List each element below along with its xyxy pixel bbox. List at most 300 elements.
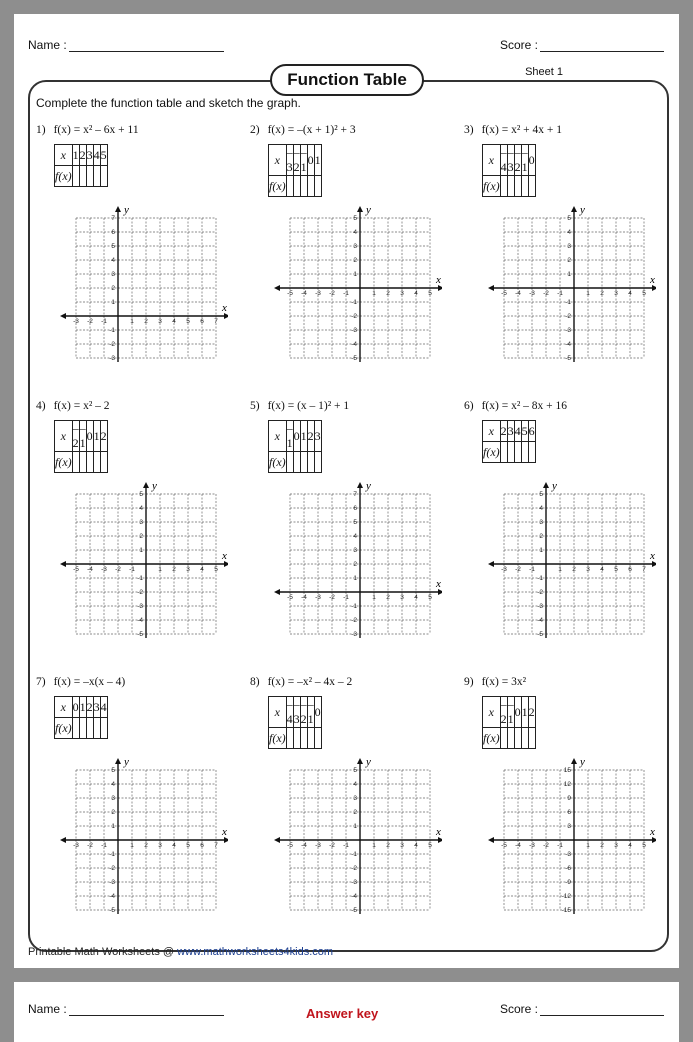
x-tick-label: -5	[501, 290, 507, 297]
x-tick-label: -5	[501, 842, 507, 849]
x-tick-label: -1	[101, 318, 107, 325]
fx-answer-cell[interactable]	[507, 176, 514, 197]
y-tick-label: 2	[111, 285, 115, 292]
x-tick-label: 2	[386, 290, 390, 297]
x-value-cell: –2	[72, 421, 79, 450]
problem-number: 3)	[464, 124, 474, 136]
y-tick-label: -1	[351, 603, 357, 610]
x-tick-label: 2	[386, 842, 390, 849]
x-tick-label: 2	[572, 566, 576, 573]
fx-answer-cell[interactable]	[72, 452, 79, 473]
x-tick-label: 2	[144, 842, 148, 849]
y-tick-label: 4	[139, 505, 143, 512]
fx-answer-cell[interactable]	[500, 442, 507, 463]
problem-number: 8)	[250, 676, 260, 688]
x-tick-label: 7	[642, 566, 646, 573]
x-tick-label: 1	[372, 842, 376, 849]
x-tick-label: -3	[529, 842, 535, 849]
x-tick-label: 1	[130, 842, 134, 849]
x-tick-label: -4	[87, 566, 93, 573]
fx-answer-cell[interactable]	[100, 718, 107, 739]
y-tick-label: -3	[109, 879, 115, 886]
fx-answer-cell[interactable]	[521, 442, 528, 463]
x-arrow-left-icon	[488, 561, 494, 567]
x-header: x	[483, 421, 501, 442]
y-axis-label: y	[552, 480, 557, 492]
fx-answer-cell[interactable]	[528, 442, 535, 463]
x-tick-label: -3	[101, 566, 107, 573]
name-field-2[interactable]	[28, 1002, 224, 1016]
y-tick-label: -4	[351, 893, 357, 900]
y-tick-label: 4	[111, 781, 115, 788]
y-tick-label: -2	[351, 865, 357, 872]
score-field[interactable]	[500, 38, 664, 52]
fx-answer-cell[interactable]	[100, 166, 107, 187]
y-tick-label: -2	[137, 589, 143, 596]
fx-answer-cell[interactable]	[314, 176, 321, 197]
y-tick-label: 5	[139, 491, 143, 498]
fx-answer-cell[interactable]	[300, 452, 307, 473]
x-tick-label: -2	[87, 842, 93, 849]
footer-site-link[interactable]: www.mathworksheets4kids.com	[177, 946, 334, 958]
x-tick-label: 5	[642, 842, 646, 849]
y-tick-label: 3	[139, 519, 143, 526]
x-tick-label: 5	[214, 566, 218, 573]
coordinate-grid[interactable]	[272, 480, 442, 638]
x-axis-label: x	[436, 274, 441, 286]
y-tick-label: 2	[567, 257, 571, 264]
y-tick-label: 3	[353, 547, 357, 554]
problem-function: f(x) = x² – 6x + 11	[53, 124, 139, 136]
y-tick-label: 3	[567, 243, 571, 250]
problem-function: f(x) = x² + 4x + 1	[481, 124, 562, 136]
fx-answer-cell[interactable]	[514, 176, 521, 197]
x-header: x	[55, 697, 73, 718]
fx-header: f(x)	[55, 166, 73, 187]
fx-answer-cell[interactable]	[307, 176, 314, 197]
y-arrow-up-icon	[143, 482, 149, 488]
x-tick-label: 4	[200, 566, 204, 573]
x-tick-label: 4	[628, 842, 632, 849]
y-tick-label: 2	[111, 809, 115, 816]
fx-header: f(x)	[483, 442, 501, 463]
y-tick-label: -2	[351, 617, 357, 624]
x-value-cell: –1	[521, 145, 528, 174]
problem-function: f(x) = (x – 1)² + 1	[267, 400, 350, 412]
fx-answer-cell[interactable]	[86, 166, 93, 187]
y-arrow-up-icon	[115, 206, 121, 212]
fx-answer-cell[interactable]	[293, 452, 300, 473]
y-axis-label: y	[124, 756, 129, 768]
fx-answer-cell[interactable]	[307, 728, 314, 749]
x-tick-label: -4	[301, 594, 307, 601]
x-value-cell: 5	[521, 421, 528, 442]
x-arrow-left-icon	[274, 589, 280, 595]
score-field-2[interactable]	[500, 1002, 664, 1016]
x-tick-label: 4	[414, 290, 418, 297]
y-tick-label: 5	[353, 215, 357, 222]
x-tick-label: 7	[214, 318, 218, 325]
function-table	[268, 144, 322, 197]
y-tick-label: -15	[561, 907, 571, 914]
problem-label	[464, 124, 562, 136]
answer-key-page	[14, 982, 679, 1042]
x-tick-label: 2	[172, 566, 176, 573]
y-tick-label: 1	[353, 823, 357, 830]
function-table	[482, 696, 536, 749]
name-field[interactable]	[28, 38, 224, 52]
x-tick-label: -1	[343, 290, 349, 297]
problem-function: f(x) = x² – 8x + 16	[481, 400, 568, 412]
problem-label	[250, 676, 352, 688]
fx-answer-cell[interactable]	[72, 718, 79, 739]
y-tick-label: -1	[351, 851, 357, 858]
x-tick-label: -5	[287, 594, 293, 601]
problem-number: 2)	[250, 124, 260, 136]
function-table	[268, 696, 322, 749]
x-tick-label: -1	[343, 594, 349, 601]
y-arrow-up-icon	[571, 758, 577, 764]
y-axis-label: y	[580, 204, 585, 216]
fx-answer-cell[interactable]	[293, 728, 300, 749]
y-tick-label: 3	[539, 519, 543, 526]
x-tick-label: -2	[329, 594, 335, 601]
x-value-cell: –4	[286, 697, 293, 726]
x-tick-label: 3	[400, 594, 404, 601]
y-tick-label: -5	[109, 907, 115, 914]
y-tick-label: 7	[111, 215, 115, 222]
x-tick-label: 4	[172, 318, 176, 325]
y-arrow-up-icon	[357, 758, 363, 764]
y-tick-label: 5	[539, 491, 543, 498]
x-tick-label: 3	[158, 318, 162, 325]
fx-answer-cell[interactable]	[314, 728, 321, 749]
x-value-cell: 3	[314, 421, 321, 452]
coordinate-grid[interactable]	[486, 756, 656, 914]
y-tick-label: -1	[109, 851, 115, 858]
y-axis-label: y	[124, 204, 129, 216]
function-table	[482, 144, 536, 197]
coordinate-grid[interactable]	[58, 204, 228, 362]
answer-key-title: Answer key	[306, 1006, 379, 1021]
y-tick-label: 12	[563, 781, 571, 788]
y-tick-label: 1	[111, 299, 115, 306]
y-arrow-up-icon	[357, 482, 363, 488]
fx-answer-cell[interactable]	[286, 452, 293, 473]
y-axis-label: y	[152, 480, 157, 492]
fx-answer-cell[interactable]	[314, 452, 321, 473]
y-tick-label: -4	[565, 341, 571, 348]
y-tick-label: 4	[353, 229, 357, 236]
y-tick-label: -3	[351, 879, 357, 886]
x-tick-label: 4	[414, 842, 418, 849]
function-table	[54, 420, 108, 473]
x-tick-label: 5	[642, 290, 646, 297]
x-tick-label: 1	[586, 842, 590, 849]
x-tick-label: -4	[515, 290, 521, 297]
x-header: x	[483, 145, 501, 176]
x-tick-label: -1	[129, 566, 135, 573]
x-arrow-left-icon	[488, 285, 494, 291]
x-arrow-left-icon	[488, 837, 494, 843]
x-value-cell: 0	[86, 421, 93, 452]
fx-header: f(x)	[55, 452, 73, 473]
x-tick-label: 3	[614, 290, 618, 297]
x-tick-label: -4	[301, 290, 307, 297]
coordinate-grid[interactable]	[272, 756, 442, 914]
fx-answer-cell[interactable]	[79, 452, 86, 473]
name-label-2: Name :	[28, 1002, 67, 1016]
x-value-cell: –1	[286, 421, 293, 450]
fx-answer-cell[interactable]	[507, 728, 514, 749]
x-value-cell: 0	[314, 697, 321, 728]
fx-answer-cell[interactable]	[521, 176, 528, 197]
x-tick-label: 4	[600, 566, 604, 573]
function-table	[268, 420, 322, 473]
y-tick-label: -4	[109, 893, 115, 900]
name-label: Name :	[28, 38, 67, 52]
y-tick-label: 3	[353, 795, 357, 802]
y-tick-label: 5	[353, 767, 357, 774]
fx-answer-cell[interactable]	[79, 166, 86, 187]
x-tick-label: -2	[115, 566, 121, 573]
x-tick-label: 5	[186, 318, 190, 325]
x-value-cell: –3	[286, 145, 293, 174]
problem-label	[36, 400, 110, 412]
y-tick-label: 4	[567, 229, 571, 236]
y-arrow-up-icon	[357, 206, 363, 212]
fx-answer-cell[interactable]	[500, 176, 507, 197]
x-arrow-left-icon	[60, 561, 66, 567]
x-tick-label: -2	[87, 318, 93, 325]
x-value-cell: 4	[100, 697, 107, 718]
x-header: x	[55, 145, 73, 166]
coordinate-grid[interactable]	[486, 480, 656, 638]
y-tick-label: -3	[351, 327, 357, 334]
x-value-cell: 1	[93, 421, 100, 452]
fx-answer-cell[interactable]	[300, 176, 307, 197]
fx-answer-cell[interactable]	[307, 452, 314, 473]
problem-number: 6)	[464, 400, 474, 412]
x-tick-label: -2	[543, 842, 549, 849]
grid-lines	[76, 218, 216, 358]
x-value-cell: –2	[293, 145, 300, 174]
y-axis-label: y	[366, 204, 371, 216]
x-tick-label: 3	[400, 842, 404, 849]
fx-answer-cell[interactable]	[100, 452, 107, 473]
problem-label	[464, 400, 567, 412]
y-tick-label: -2	[565, 313, 571, 320]
fx-answer-cell[interactable]	[93, 718, 100, 739]
problem-label	[36, 676, 125, 688]
x-tick-label: 4	[628, 290, 632, 297]
fx-answer-cell[interactable]	[514, 442, 521, 463]
footer-prefix: Printable Math Worksheets @	[28, 946, 175, 958]
x-value-cell: 2	[528, 697, 535, 728]
function-table	[54, 144, 108, 187]
x-tick-label: 2	[144, 318, 148, 325]
y-tick-label: -9	[565, 879, 571, 886]
function-table	[54, 696, 108, 739]
y-tick-label: -2	[109, 865, 115, 872]
x-tick-label: -5	[73, 566, 79, 573]
x-arrow-left-icon	[274, 285, 280, 291]
fx-answer-cell[interactable]	[300, 728, 307, 749]
worksheet-page	[14, 14, 679, 968]
x-tick-label: 3	[586, 566, 590, 573]
x-tick-label: -3	[315, 842, 321, 849]
y-tick-label: -3	[565, 851, 571, 858]
x-tick-label: 3	[614, 842, 618, 849]
x-tick-label: 2	[600, 290, 604, 297]
x-header: x	[483, 697, 501, 728]
y-tick-label: -6	[565, 865, 571, 872]
fx-header: f(x)	[269, 176, 287, 197]
x-value-cell: 2	[86, 697, 93, 718]
x-value-cell: –1	[307, 697, 314, 726]
fx-answer-cell[interactable]	[72, 166, 79, 187]
y-tick-label: 2	[353, 561, 357, 568]
x-tick-label: -3	[501, 566, 507, 573]
x-value-cell: 5	[100, 145, 107, 166]
y-tick-label: 6	[567, 809, 571, 816]
x-tick-label: 5	[428, 290, 432, 297]
fx-answer-cell[interactable]	[528, 176, 535, 197]
y-tick-label: 4	[539, 505, 543, 512]
y-tick-label: 4	[111, 257, 115, 264]
x-tick-label: 2	[600, 842, 604, 849]
x-value-cell: 4	[514, 421, 521, 442]
x-value-cell: 1	[79, 697, 86, 718]
x-arrow-left-icon	[60, 313, 66, 319]
fx-answer-cell[interactable]	[507, 442, 514, 463]
problem-number: 5)	[250, 400, 260, 412]
x-arrow-left-icon	[60, 837, 66, 843]
y-tick-label: 9	[567, 795, 571, 802]
y-tick-label: 1	[539, 547, 543, 554]
fx-answer-cell[interactable]	[286, 728, 293, 749]
problem-function: f(x) = –(x + 1)² + 3	[267, 124, 356, 136]
x-tick-label: 5	[186, 842, 190, 849]
x-tick-label: -3	[315, 594, 321, 601]
y-arrow-up-icon	[543, 482, 549, 488]
y-arrow-up-icon	[115, 758, 121, 764]
y-tick-label: 1	[139, 547, 143, 554]
fx-answer-cell[interactable]	[521, 728, 528, 749]
fx-answer-cell[interactable]	[286, 176, 293, 197]
problem-number: 9)	[464, 676, 474, 688]
y-tick-label: 4	[353, 533, 357, 540]
y-tick-label: -5	[137, 631, 143, 638]
y-tick-label: -2	[537, 589, 543, 596]
fx-answer-cell[interactable]	[293, 176, 300, 197]
x-tick-label: 2	[386, 594, 390, 601]
coordinate-grid[interactable]	[58, 480, 228, 638]
x-tick-label: 3	[186, 566, 190, 573]
y-tick-label: 2	[353, 257, 357, 264]
x-tick-label: 6	[200, 842, 204, 849]
x-tick-label: -2	[515, 566, 521, 573]
y-tick-label: -1	[109, 327, 115, 334]
coordinate-grid[interactable]	[486, 204, 656, 362]
x-arrow-left-icon	[274, 837, 280, 843]
problem-number: 1)	[36, 124, 46, 136]
fx-answer-cell[interactable]	[93, 452, 100, 473]
x-tick-label: 4	[172, 842, 176, 849]
fx-answer-cell[interactable]	[500, 728, 507, 749]
x-value-cell: 2	[307, 421, 314, 452]
fx-answer-cell[interactable]	[528, 728, 535, 749]
y-tick-label: 6	[111, 229, 115, 236]
x-value-cell: –3	[293, 697, 300, 726]
coordinate-grid[interactable]	[272, 204, 442, 362]
x-value-cell: 3	[86, 145, 93, 166]
y-tick-label: -5	[351, 907, 357, 914]
y-tick-label: -2	[351, 313, 357, 320]
coordinate-grid[interactable]	[58, 756, 228, 914]
score-label: Score :	[500, 38, 539, 52]
y-tick-label: -1	[565, 299, 571, 306]
y-tick-label: 3	[111, 271, 115, 278]
fx-answer-cell[interactable]	[79, 718, 86, 739]
x-tick-label: -3	[73, 318, 79, 325]
x-value-cell: 1	[300, 421, 307, 452]
x-header: x	[269, 697, 287, 728]
y-tick-label: 1	[353, 575, 357, 582]
x-tick-label: 6	[628, 566, 632, 573]
y-tick-label: 5	[567, 215, 571, 222]
x-tick-label: 1	[130, 318, 134, 325]
x-value-cell: 1	[72, 145, 79, 166]
fx-header: f(x)	[483, 176, 501, 197]
y-tick-label: -3	[109, 355, 115, 362]
x-axis-label: x	[650, 274, 655, 286]
footer	[28, 946, 333, 958]
fx-answer-cell[interactable]	[86, 452, 93, 473]
y-tick-label: -4	[537, 617, 543, 624]
function-table	[482, 420, 536, 463]
x-tick-label: -2	[543, 290, 549, 297]
fx-answer-cell[interactable]	[93, 166, 100, 187]
x-value-cell: 1	[521, 697, 528, 728]
fx-header: f(x)	[55, 718, 73, 739]
y-tick-label: 7	[353, 491, 357, 498]
x-axis-label: x	[436, 826, 441, 838]
y-tick-label: 1	[111, 823, 115, 830]
problem-label	[250, 124, 356, 136]
x-tick-label: 3	[400, 290, 404, 297]
x-axis-label: x	[436, 578, 441, 590]
problem-function: f(x) = 3x²	[481, 676, 527, 688]
y-tick-label: -1	[351, 299, 357, 306]
fx-answer-cell[interactable]	[514, 728, 521, 749]
x-tick-label: -3	[315, 290, 321, 297]
problem-number: 4)	[36, 400, 46, 412]
y-tick-label: 6	[353, 505, 357, 512]
y-tick-label: -3	[137, 603, 143, 610]
x-tick-label: 5	[428, 842, 432, 849]
fx-header: f(x)	[483, 728, 501, 749]
y-axis-label: y	[366, 756, 371, 768]
x-header: x	[269, 145, 287, 176]
y-tick-label: -3	[537, 603, 543, 610]
x-value-cell: 0	[293, 421, 300, 452]
x-tick-label: -5	[287, 290, 293, 297]
y-tick-label: 3	[567, 823, 571, 830]
x-tick-label: -4	[301, 842, 307, 849]
fx-answer-cell[interactable]	[86, 718, 93, 739]
x-tick-label: 1	[158, 566, 162, 573]
